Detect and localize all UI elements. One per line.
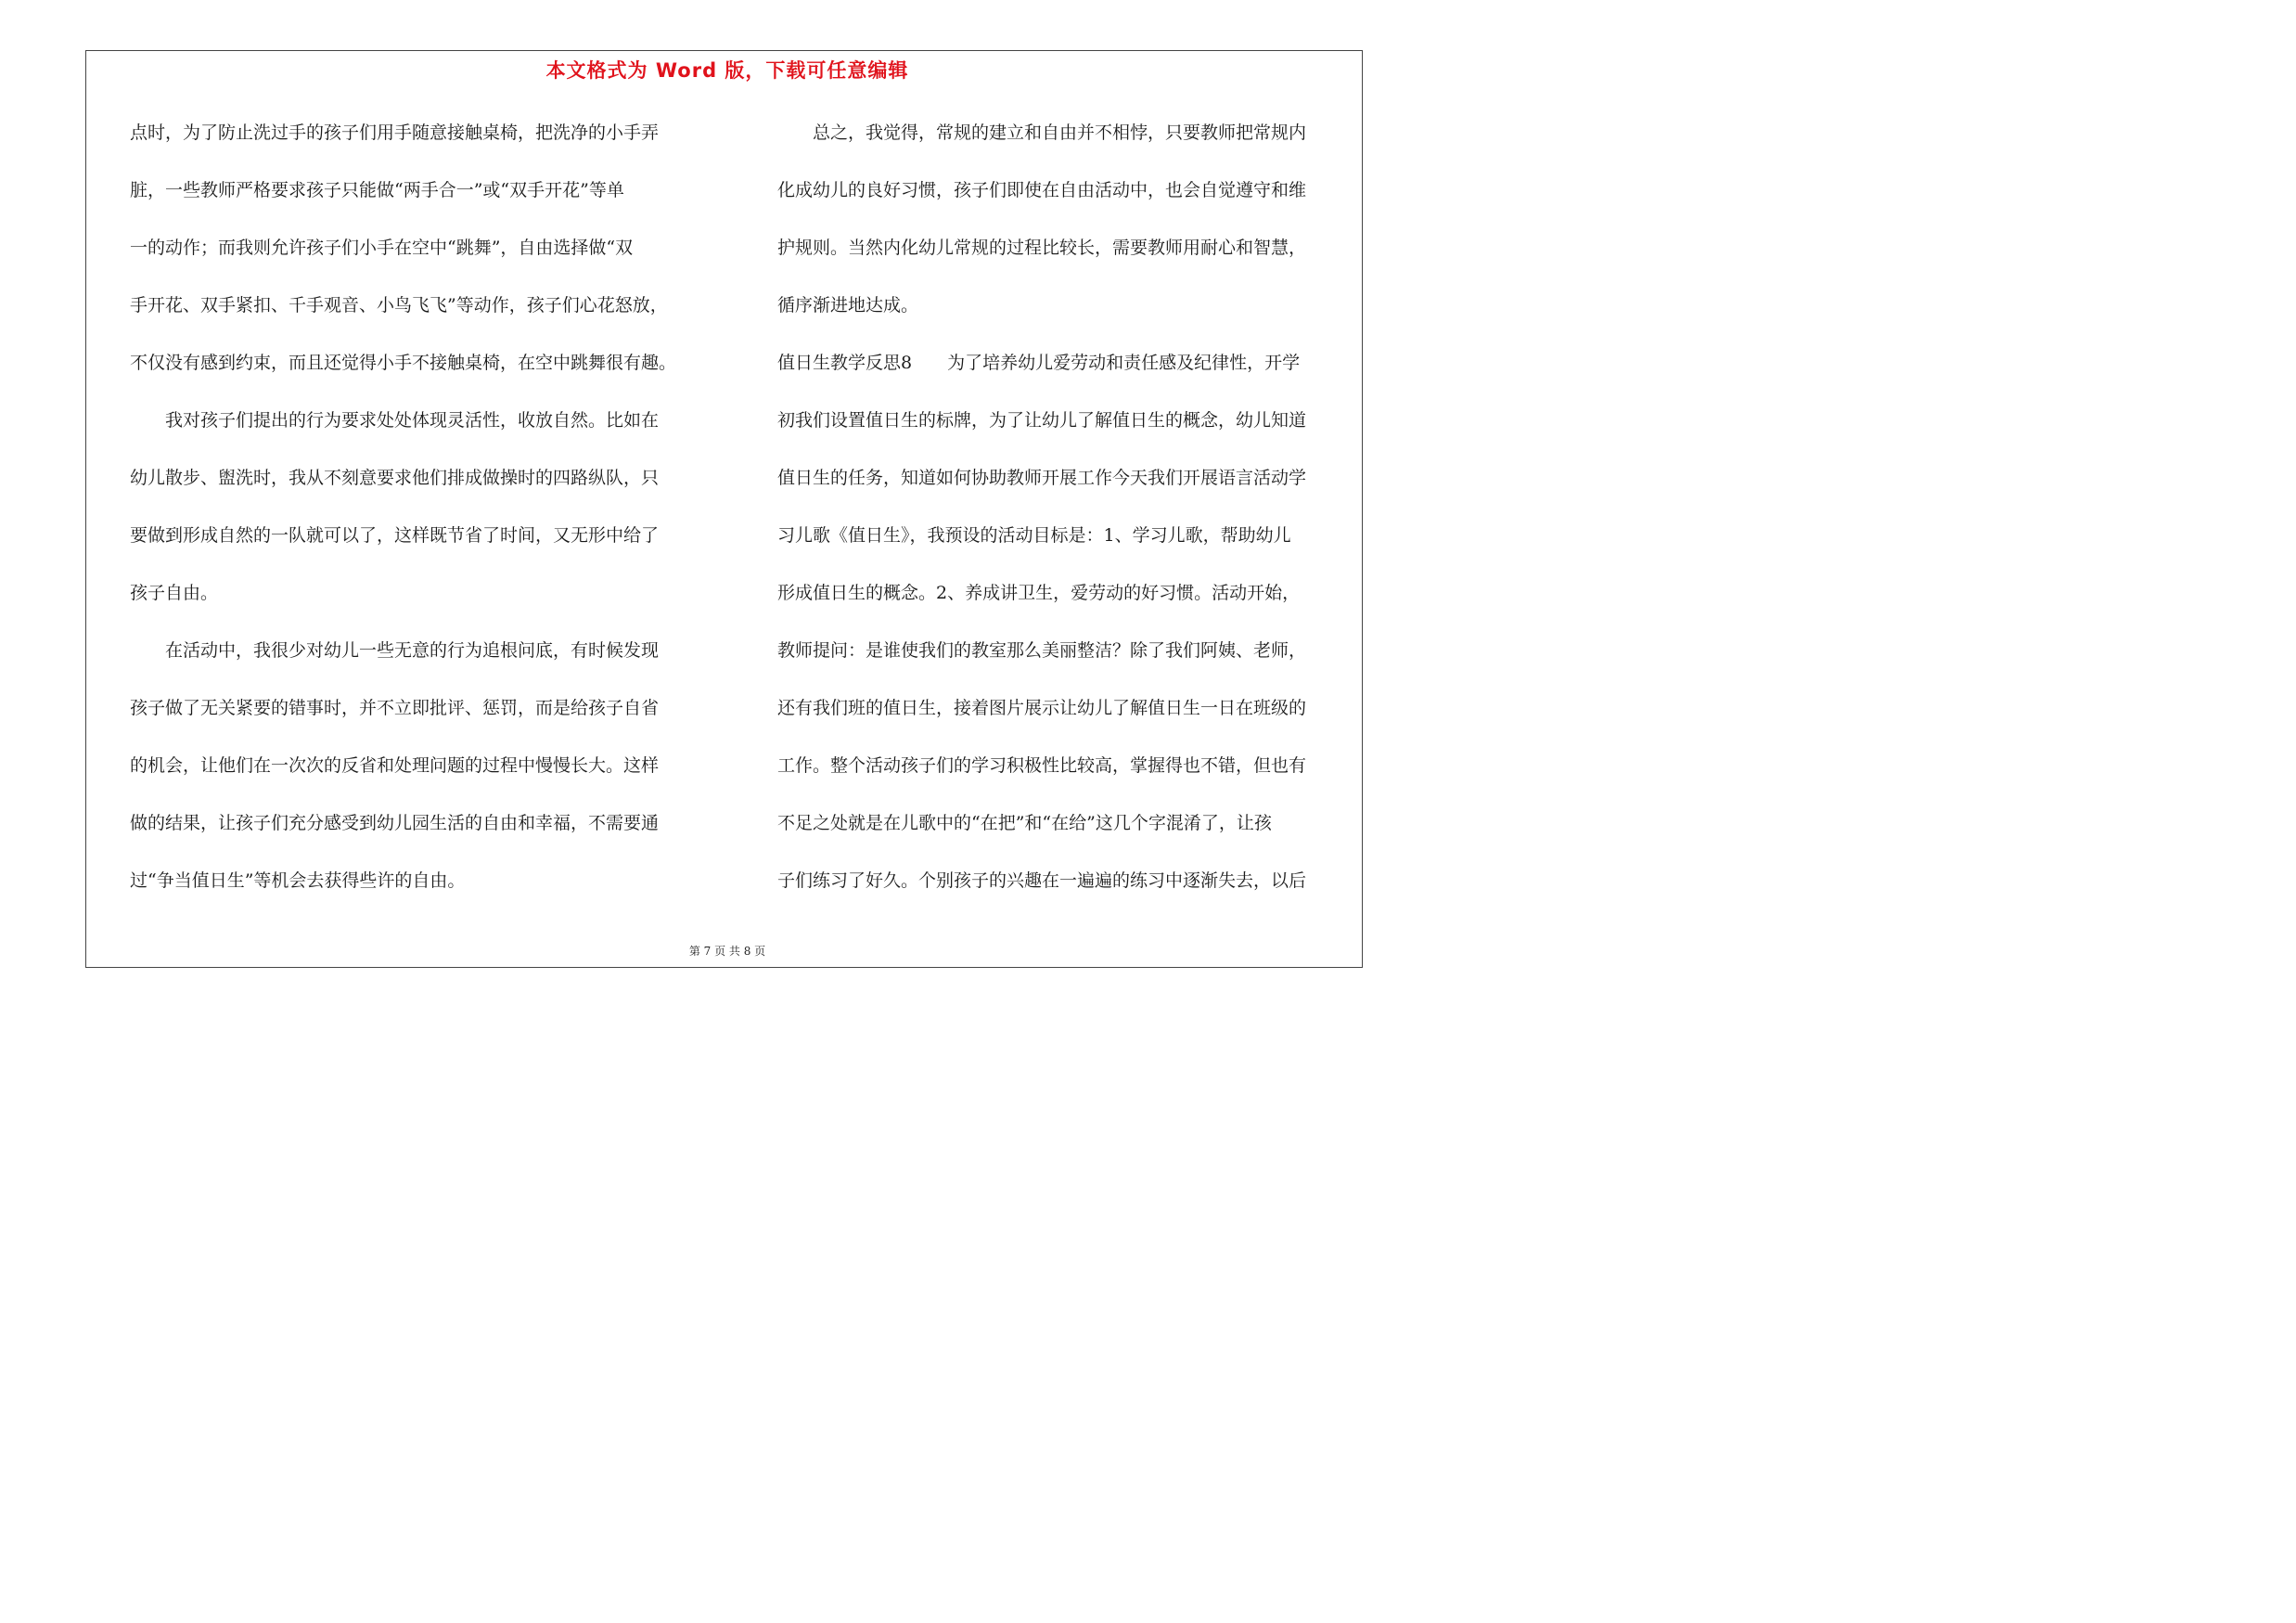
right-text-column <box>777 104 1360 909</box>
text-line: 在活动中，我很少对幼儿一些无意的行为追根问底，有时候发现 <box>130 640 660 661</box>
text-line: 点时，为了防止洗过手的孩子们用手随意接触桌椅，把洗净的小手弄 <box>130 122 660 143</box>
text-line: 手开花、双手紧扣、千手观音、小鸟飞飞”等动作，孩子们心花怒放， <box>130 295 668 316</box>
text-line: 循序渐进地达成。 <box>777 295 919 316</box>
text-line: 教师提问：是谁使我们的教室那么美丽整洁？除了我们阿姨、老师， <box>777 640 1307 661</box>
page-number-footer: 第 7 页 共 8 页 <box>688 945 766 958</box>
document-header-notice: 本文格式为 Word 版，下载可任意编辑 <box>545 59 909 82</box>
text-line: 不仅没有感到约束，而且还觉得小手不接触桌椅，在空中跳舞很有趣。 <box>130 353 677 373</box>
text-line: 一的动作；而我则允许孩子们小手在空中“跳舞”，自由选择做“双 <box>130 238 634 258</box>
text-line: 形成值日生的概念。2、养成讲卫生，爱劳动的好习惯。活动开始， <box>777 583 1301 603</box>
text-line: 孩子做了无关紧要的错事时，并不立即批评、惩罚，而是给孩子自省 <box>130 698 660 718</box>
text-line: 值日生教学反思8 为了培养幼儿爱劳动和责任感及纪律性，开学 <box>777 353 1301 373</box>
text-line: 脏，一些教师严格要求孩子只能做“两手合一”或“双手开花”等单 <box>130 180 624 200</box>
left-text-column <box>130 104 712 909</box>
text-line: 不足之处就是在儿歌中的“在把”和“在给”这几个字混淆了，让孩 <box>777 813 1272 833</box>
text-line: 护规则。当然内化幼儿常规的过程比较长，需要教师用耐心和智慧， <box>777 238 1307 258</box>
text-line: 要做到形成自然的一队就可以了，这样既节省了时间，又无形中给了 <box>130 525 660 546</box>
text-line: 幼儿散步、盥洗时，我从不刻意要求他们排成做操时的四路纵队，只 <box>130 468 660 488</box>
text-line: 习儿歌《值日生》，我预设的活动目标是：1、学习儿歌，帮助幼儿 <box>777 525 1291 546</box>
text-line: 还有我们班的值日生，接着图片展示让幼儿了解值日生一日在班级的 <box>777 698 1307 718</box>
text-line: 总之，我觉得，常规的建立和自由并不相悖，只要教师把常规内 <box>777 122 1307 143</box>
text-line: 子们练习了好久。个别孩子的兴趣在一遍遍的练习中逐渐失去，以后 <box>777 870 1307 891</box>
text-line: 孩子自由。 <box>130 583 219 603</box>
text-line: 过“争当值日生”等机会去获得些许的自由。 <box>130 870 466 891</box>
text-line: 化成幼儿的良好习惯，孩子们即使在自由活动中，也会自觉遵守和维 <box>777 180 1307 200</box>
text-line: 的机会，让他们在一次次的反省和处理问题的过程中慢慢长大。这样 <box>130 755 660 776</box>
text-line: 做的结果，让孩子们充分感受到幼儿园生活的自由和幸福，不需要通 <box>130 813 660 833</box>
text-line: 工作。整个活动孩子们的学习积极性比较高，掌握得也不错，但也有 <box>777 755 1307 776</box>
text-line: 我对孩子们提出的行为要求处处体现灵活性，收放自然。比如在 <box>130 410 660 431</box>
text-line: 值日生的任务，知道如何协助教师开展工作今天我们开展语言活动学 <box>777 468 1307 488</box>
text-line: 初我们设置值日生的标牌，为了让幼儿了解值日生的概念，幼儿知道 <box>777 410 1307 431</box>
